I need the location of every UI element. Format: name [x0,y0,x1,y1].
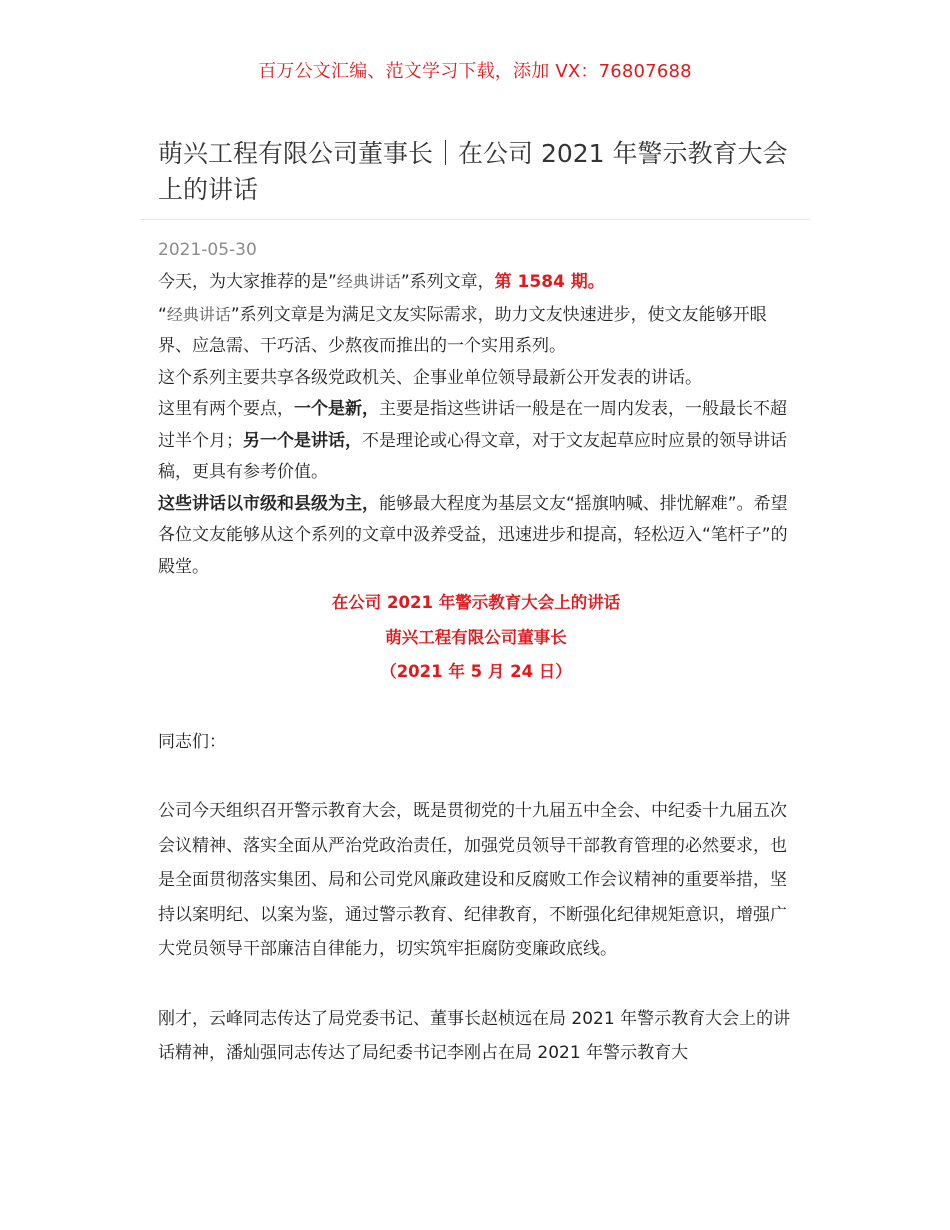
spacer [158,690,794,725]
intro-text: 这里有两个要点， [158,399,294,419]
intro-paragraph-1 [158,266,794,299]
key-point: 另一个是讲话， [243,430,362,451]
intro-paragraph-2 [158,299,794,363]
series-name: 经典讲话 [336,272,401,291]
salutation: 同志们： [158,731,226,752]
key-point: 这些讲话以市级和县级为主， [158,493,379,514]
intro-text: 今天，为大家推荐的是” [158,272,337,292]
intro-text: 不是理论或心得文章，对于文友起草应时应景的领导讲话稿，更具有参考价值。 [158,430,787,482]
speech-paragraph-2: 刚才，云峰同志传达了局党委书记、董事长赵桢远在局 2021 年警示教育大会上的讲话精神，潘灿强同志传达了局纪委书记李刚占在局 2021 年警示教育大 [158,1008,791,1063]
spacer [158,967,794,1002]
speech-paragraph-1: 公司今天组织召开警示教育大会，既是贯彻党的十九届五中全会、中纪委十九届五次会议精神、落实全面从严治党政治责任，加强党员领导干部教育管理的必然要求，也是全面贯彻落实集团、局和公司党风廉政建设和反腐败工作会议精神的重要举措，坚持以案明纪、以案为鉴，通过警示教育、纪律教育，不断强化纪律规矩意识，增强广大党员领导干部廉洁自律能力，切实筑牢拒腐防变廉政底线。 [158,801,787,959]
key-point: 一个是新， [294,399,379,419]
intro-paragraph-3: 这个系列主要共享各级党政机关、企事业单位领导最新公开发表的讲话。 [158,367,702,388]
intro-text: 主要是指这些讲话一般是在一周内发表，一般最长不超过半个月； [158,399,787,451]
intro-paragraph-4 [158,394,794,489]
title-divider [140,219,810,220]
intro-text: ”系列文章是为满足文友实际需求，助力文友快速进步，使文友能够开眼界、应急需、干巧活、少熬夜而推出的一个实用系列。 [158,304,767,356]
speech-speaker: 萌兴工程有限公司董事长 [385,627,567,647]
speech-heading: 在公司 2021 年警示教育大会上的讲话 [331,593,621,612]
watermark-banner: 百万公文汇编、范文学习下载，添加 VX：76807688 [258,61,692,82]
intro-paragraph-5 [158,489,794,584]
intro-text: ”系列文章， [400,272,495,292]
intro-text: “ [158,304,167,325]
article-content [158,266,794,1071]
series-name: 经典讲话 [166,304,231,324]
article-date: 2021-05-30 [158,240,257,260]
article-title: 萌兴工程有限公司董事长｜在公司 2021 年警示教育大会上的讲话 [158,139,788,204]
speech-date: （2021 年 5 月 24 日） [380,662,572,681]
spacer [158,759,794,794]
issue-number: 第 1584 期。 [494,272,605,292]
intro-text: 能够最大程度为基层文友“摇旗呐喊、排忧解难”。希望各位文友能够从这个系列的文章中汲养受益，迅速进步和提高，轻松迈入“笔杆子”的殿堂。 [158,493,788,577]
